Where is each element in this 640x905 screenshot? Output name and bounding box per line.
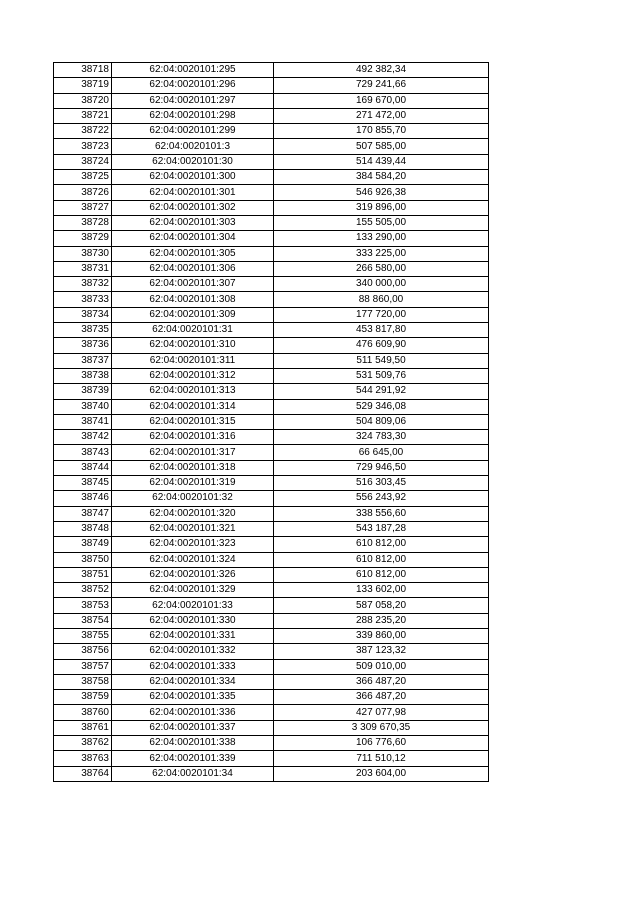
cadastral-number-cell: 62:04:0020101:309 (112, 307, 274, 322)
cadastral-number-cell: 62:04:0020101:316 (112, 430, 274, 445)
table-row (54, 154, 489, 169)
cadastral-number-cell: 62:04:0020101:335 (112, 690, 274, 705)
value-cell: 338 556,60 (274, 506, 489, 521)
value-cell: 3 309 670,35 (274, 720, 489, 735)
row-number-cell: 38729 (54, 231, 112, 246)
cadastral-number-cell: 62:04:0020101:313 (112, 384, 274, 399)
value-cell: 509 010,00 (274, 659, 489, 674)
row-number-cell: 38734 (54, 307, 112, 322)
table-row (54, 93, 489, 108)
row-number-cell: 38727 (54, 200, 112, 215)
value-cell: 543 187,28 (274, 521, 489, 536)
row-number-cell: 38724 (54, 154, 112, 169)
cadastral-number-cell: 62:04:0020101:319 (112, 476, 274, 491)
value-cell: 203 604,00 (274, 766, 489, 781)
table-row (54, 353, 489, 368)
row-number-cell: 38718 (54, 63, 112, 78)
value-cell: 711 510,12 (274, 751, 489, 766)
table-row (54, 720, 489, 735)
table-row (54, 231, 489, 246)
cadastral-number-cell: 62:04:0020101:308 (112, 292, 274, 307)
row-number-cell: 38750 (54, 552, 112, 567)
value-cell: 427 077,98 (274, 705, 489, 720)
table-row (54, 460, 489, 475)
cadastral-number-cell: 62:04:0020101:314 (112, 399, 274, 414)
row-number-cell: 38756 (54, 644, 112, 659)
table-row (54, 491, 489, 506)
cadastral-number-cell: 62:04:0020101:326 (112, 567, 274, 582)
value-cell: 155 505,00 (274, 215, 489, 230)
cadastral-number-cell: 62:04:0020101:30 (112, 154, 274, 169)
cadastral-number-cell: 62:04:0020101:305 (112, 246, 274, 261)
value-cell: 610 812,00 (274, 537, 489, 552)
value-cell: 511 549,50 (274, 353, 489, 368)
cadastral-number-cell: 62:04:0020101:32 (112, 491, 274, 506)
cadastral-number-cell: 62:04:0020101:303 (112, 215, 274, 230)
cadastral-number-cell: 62:04:0020101:338 (112, 736, 274, 751)
value-cell: 271 472,00 (274, 108, 489, 123)
table-row (54, 430, 489, 445)
table-row (54, 751, 489, 766)
table-row (54, 445, 489, 460)
row-number-cell: 38721 (54, 108, 112, 123)
table-row (54, 506, 489, 521)
value-cell: 319 896,00 (274, 200, 489, 215)
row-number-cell: 38743 (54, 445, 112, 460)
cadastral-number-cell: 62:04:0020101:298 (112, 108, 274, 123)
row-number-cell: 38758 (54, 674, 112, 689)
cadastral-number-cell: 62:04:0020101:3 (112, 139, 274, 154)
table-row (54, 384, 489, 399)
value-cell: 66 645,00 (274, 445, 489, 460)
value-cell: 133 602,00 (274, 583, 489, 598)
cadastral-number-cell: 62:04:0020101:329 (112, 583, 274, 598)
table-row (54, 185, 489, 200)
value-cell: 106 776,60 (274, 736, 489, 751)
row-number-cell: 38723 (54, 139, 112, 154)
row-number-cell: 38752 (54, 583, 112, 598)
value-cell: 88 860,00 (274, 292, 489, 307)
table-row (54, 537, 489, 552)
cadastral-number-cell: 62:04:0020101:299 (112, 124, 274, 139)
cadastral-number-cell: 62:04:0020101:320 (112, 506, 274, 521)
cadastral-number-cell: 62:04:0020101:31 (112, 323, 274, 338)
value-cell: 169 670,00 (274, 93, 489, 108)
value-cell: 387 123,32 (274, 644, 489, 659)
cadastral-number-cell: 62:04:0020101:302 (112, 200, 274, 215)
table-row (54, 139, 489, 154)
table-row (54, 766, 489, 781)
value-cell: 514 439,44 (274, 154, 489, 169)
row-number-cell: 38722 (54, 124, 112, 139)
cadastral-number-cell: 62:04:0020101:34 (112, 766, 274, 781)
cadastral-number-cell: 62:04:0020101:323 (112, 537, 274, 552)
table-row (54, 414, 489, 429)
value-cell: 587 058,20 (274, 598, 489, 613)
row-number-cell: 38735 (54, 323, 112, 338)
value-cell: 729 241,66 (274, 78, 489, 93)
cadastral-number-cell: 62:04:0020101:339 (112, 751, 274, 766)
table-row (54, 674, 489, 689)
row-number-cell: 38746 (54, 491, 112, 506)
table-row (54, 552, 489, 567)
row-number-cell: 38762 (54, 736, 112, 751)
cadastral-number-cell: 62:04:0020101:296 (112, 78, 274, 93)
value-cell: 507 585,00 (274, 139, 489, 154)
table-row (54, 644, 489, 659)
table-row (54, 583, 489, 598)
value-cell: 476 609,90 (274, 338, 489, 353)
value-cell: 531 509,76 (274, 368, 489, 383)
row-number-cell: 38740 (54, 399, 112, 414)
table-row (54, 613, 489, 628)
cadastral-number-cell: 62:04:0020101:295 (112, 63, 274, 78)
table-row (54, 200, 489, 215)
row-number-cell: 38764 (54, 766, 112, 781)
table-row (54, 598, 489, 613)
cadastral-number-cell: 62:04:0020101:330 (112, 613, 274, 628)
cadastral-number-cell: 62:04:0020101:333 (112, 659, 274, 674)
table-row (54, 108, 489, 123)
table-row (54, 736, 489, 751)
row-number-cell: 38761 (54, 720, 112, 735)
row-number-cell: 38759 (54, 690, 112, 705)
row-number-cell: 38719 (54, 78, 112, 93)
table-row (54, 170, 489, 185)
cadastral-number-cell: 62:04:0020101:306 (112, 261, 274, 276)
cadastral-number-cell: 62:04:0020101:311 (112, 353, 274, 368)
cadastral-number-cell: 62:04:0020101:301 (112, 185, 274, 200)
table-row (54, 521, 489, 536)
cadastral-number-cell: 62:04:0020101:310 (112, 338, 274, 353)
cadastral-number-cell: 62:04:0020101:315 (112, 414, 274, 429)
table-row (54, 368, 489, 383)
row-number-cell: 38753 (54, 598, 112, 613)
value-cell: 366 487,20 (274, 674, 489, 689)
table-row (54, 307, 489, 322)
row-number-cell: 38742 (54, 430, 112, 445)
row-number-cell: 38737 (54, 353, 112, 368)
value-cell: 546 926,38 (274, 185, 489, 200)
row-number-cell: 38757 (54, 659, 112, 674)
row-number-cell: 38751 (54, 567, 112, 582)
cadastral-number-cell: 62:04:0020101:331 (112, 628, 274, 643)
value-cell: 266 580,00 (274, 261, 489, 276)
row-number-cell: 38749 (54, 537, 112, 552)
value-cell: 529 346,08 (274, 399, 489, 414)
row-number-cell: 38755 (54, 628, 112, 643)
row-number-cell: 38725 (54, 170, 112, 185)
data-table (53, 62, 489, 782)
cadastral-number-cell: 62:04:0020101:307 (112, 277, 274, 292)
value-cell: 340 000,00 (274, 277, 489, 292)
row-number-cell: 38726 (54, 185, 112, 200)
row-number-cell: 38745 (54, 476, 112, 491)
table-row (54, 261, 489, 276)
table-row (54, 63, 489, 78)
value-cell: 556 243,92 (274, 491, 489, 506)
value-cell: 610 812,00 (274, 567, 489, 582)
value-cell: 339 860,00 (274, 628, 489, 643)
table-row (54, 78, 489, 93)
row-number-cell: 38730 (54, 246, 112, 261)
row-number-cell: 38731 (54, 261, 112, 276)
row-number-cell: 38720 (54, 93, 112, 108)
table-row (54, 338, 489, 353)
cadastral-number-cell: 62:04:0020101:332 (112, 644, 274, 659)
value-cell: 324 783,30 (274, 430, 489, 445)
row-number-cell: 38763 (54, 751, 112, 766)
row-number-cell: 38728 (54, 215, 112, 230)
row-number-cell: 38747 (54, 506, 112, 521)
row-number-cell: 38739 (54, 384, 112, 399)
cadastral-number-cell: 62:04:0020101:318 (112, 460, 274, 475)
row-number-cell: 38760 (54, 705, 112, 720)
table-body (54, 63, 489, 782)
row-number-cell: 38744 (54, 460, 112, 475)
value-cell: 504 809,06 (274, 414, 489, 429)
value-cell: 544 291,92 (274, 384, 489, 399)
cadastral-number-cell: 62:04:0020101:334 (112, 674, 274, 689)
table-row (54, 246, 489, 261)
cadastral-number-cell: 62:04:0020101:304 (112, 231, 274, 246)
value-cell: 729 946,50 (274, 460, 489, 475)
value-cell: 366 487,20 (274, 690, 489, 705)
cadastral-number-cell: 62:04:0020101:33 (112, 598, 274, 613)
row-number-cell: 38733 (54, 292, 112, 307)
cadastral-number-cell: 62:04:0020101:336 (112, 705, 274, 720)
value-cell: 516 303,45 (274, 476, 489, 491)
cadastral-number-cell: 62:04:0020101:321 (112, 521, 274, 536)
table-row (54, 277, 489, 292)
row-number-cell: 38738 (54, 368, 112, 383)
table-row (54, 399, 489, 414)
table-row (54, 705, 489, 720)
value-cell: 492 382,34 (274, 63, 489, 78)
value-cell: 610 812,00 (274, 552, 489, 567)
value-cell: 288 235,20 (274, 613, 489, 628)
value-cell: 133 290,00 (274, 231, 489, 246)
value-cell: 177 720,00 (274, 307, 489, 322)
value-cell: 333 225,00 (274, 246, 489, 261)
cadastral-number-cell: 62:04:0020101:337 (112, 720, 274, 735)
table-row (54, 628, 489, 643)
row-number-cell: 38748 (54, 521, 112, 536)
value-cell: 170 855,70 (274, 124, 489, 139)
table-row (54, 476, 489, 491)
table-row (54, 690, 489, 705)
table-row (54, 124, 489, 139)
value-cell: 384 584,20 (274, 170, 489, 185)
cadastral-number-cell: 62:04:0020101:300 (112, 170, 274, 185)
cadastral-number-cell: 62:04:0020101:297 (112, 93, 274, 108)
cadastral-number-cell: 62:04:0020101:324 (112, 552, 274, 567)
row-number-cell: 38741 (54, 414, 112, 429)
table-row (54, 659, 489, 674)
value-cell: 453 817,80 (274, 323, 489, 338)
table-row (54, 323, 489, 338)
cadastral-number-cell: 62:04:0020101:317 (112, 445, 274, 460)
row-number-cell: 38736 (54, 338, 112, 353)
table-row (54, 567, 489, 582)
row-number-cell: 38732 (54, 277, 112, 292)
cadastral-number-cell: 62:04:0020101:312 (112, 368, 274, 383)
row-number-cell: 38754 (54, 613, 112, 628)
table-row (54, 292, 489, 307)
table-row (54, 215, 489, 230)
